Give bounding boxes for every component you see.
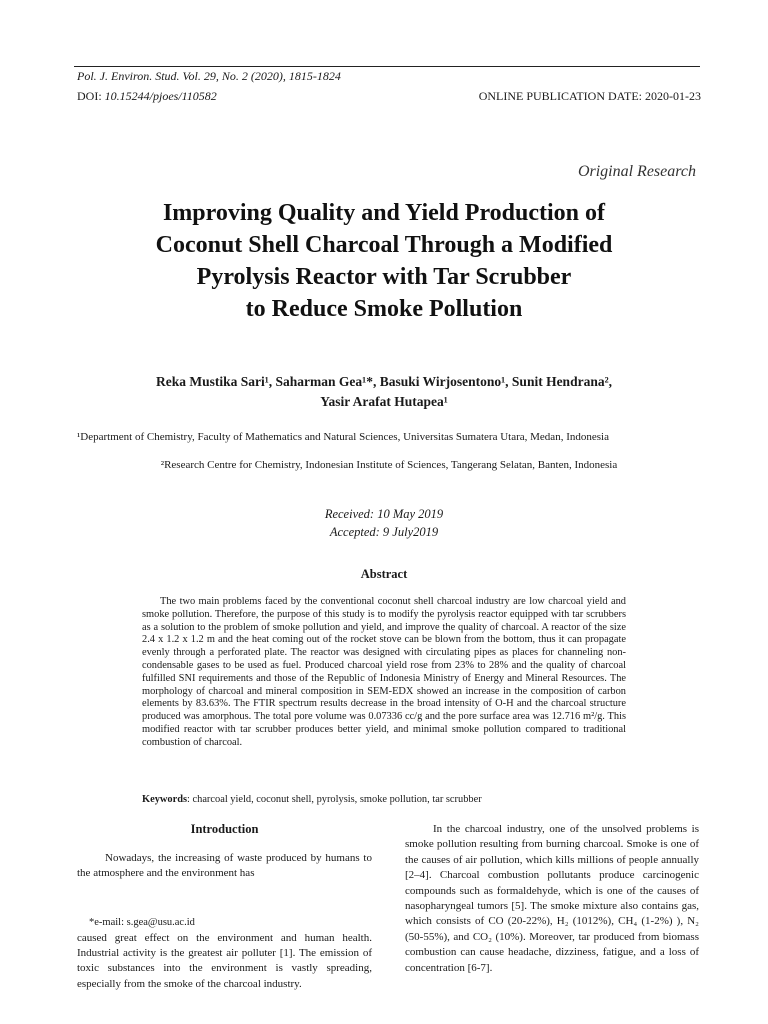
intro-paragraph: Nowadays, the increasing of waste produced by humans to the atmosphere and the environment has [77, 852, 372, 879]
introduction-heading: Introduction [190, 822, 259, 836]
publication-date: ONLINE PUBLICATION DATE: 2020-01-23 [478, 89, 701, 103]
author-list [90, 372, 678, 412]
received-date: Received: 10 May 2019 [324, 507, 444, 521]
abstract-text: The two main problems faced by the conventional coconut shell charcoal industry are low charcoal yield and smoke pollution. Therefore, the purpose of this study is to modify the pyrolysis reactor equipped with tar scrubbers as a solution to the problem of smoke pollution and yield, and improve the quality of charcoal. A reactor of the size 2.4 x 1.2 x 1.2 m and the heat coming out of the rocket stove can be blown from the bottom, thus it can propagate evenly through a perforated plate. The reactor was designed with circulating pipes as places for channeling non-condensable gases to be used as fuel. Produced charcoal yield rose from 23% to 28% and the quality of charcoal fulfilled SNI requirements and those of the Republic of Indonesia Ministry of Energy and Mineral Resources. The morphology of charcoal and mineral composition in SEM-EDX showed an increase in the composition of carbon elements by 83.63%. The FTIR spectrum results decrease in the broad intensity of O-H and the charcoal structure produced was amorphous. The total pore volume was 0.07336 cc/g and the pore surface area was 12.716 m²/g. This modified reactor with tar scrubber produces better yield, and minimal smoke pollution compared to traditional combustion of charcoal. [142, 596, 626, 748]
affiliation-1: ¹Department of Chemistry, Faculty of Mathematics and Natural Sciences, Universitas Sumatera Utara, Medan, Indonesia [77, 431, 609, 443]
doi-prefix: DOI: [77, 89, 105, 103]
intro-paragraph-continued: caused great effect on the environment and human health. Industrial activity is the greatest air polluter [1]. The emission of toxic substances into the environment is vastly spreading, especially from the smoke of the charcoal industry. [77, 932, 372, 990]
abstract-heading: Abstract [360, 567, 408, 581]
left-column [77, 822, 372, 881]
submission-dates [0, 505, 768, 541]
email-footnote[interactable]: *e-mail: s.gea@usu.ac.id [89, 917, 195, 928]
header-rule [74, 66, 700, 67]
journal-citation: Pol. J. Environ. Stud. Vol. 29, No. 2 (2020), 1815-1824 [77, 69, 341, 83]
authors-line: Reka Mustika Sari¹, Saharman Gea¹*, Basuki Wirjosentono¹, Sunit Hendrana², [155, 374, 612, 389]
right-column-paragraph: In the charcoal industry, one of the unsolved problems is smoke pollution resulting from burning charcoal. Smoke is one of the causes of air pollution, which kills millions of people annually [2–4]. Charcoal combustion pollutants produce carcinogenic compounds such as formaldehyde, which is one of the causes of nasopharyngeal tumors [5]. The smoke mixture also contains gas, which consists of CO (20-22%), H₂ (1012%), CH₄ (1-2%) ), N₂ (50-55%), and CO₂ (10%). Moreover, tar produced from biomass combustion can cause headache, dizziness, fatigue, and a loss of concentration [6-7]. [405, 823, 699, 974]
keywords [142, 794, 668, 805]
title-line: Improving Quality and Yield Production of [162, 200, 606, 226]
title-line: Pyrolysis Reactor with Tar Scrubber [196, 264, 572, 290]
article-type: Original Research [577, 163, 696, 180]
affiliation-2: ²Research Centre for Chemistry, Indonesian Institute of Sciences, Tangerang Selatan, Banten, Indonesia [160, 459, 618, 471]
accepted-date: Accepted: 9 July2019 [329, 525, 439, 539]
doi-line [77, 89, 217, 104]
keywords-label: Keywords [142, 794, 188, 805]
title-line: to Reduce Smoke Pollution [245, 296, 523, 322]
paper-title [70, 197, 698, 325]
right-column [405, 822, 699, 976]
keywords-text: : charcoal yield, coconut shell, pyrolysis, smoke pollution, tar scrubber [187, 794, 482, 805]
doi-link[interactable]: 10.15244/pjoes/110582 [104, 89, 217, 103]
title-line: Coconut Shell Charcoal Through a Modified [155, 232, 613, 258]
authors-line: Yasir Arafat Hutapea¹ [320, 394, 448, 409]
